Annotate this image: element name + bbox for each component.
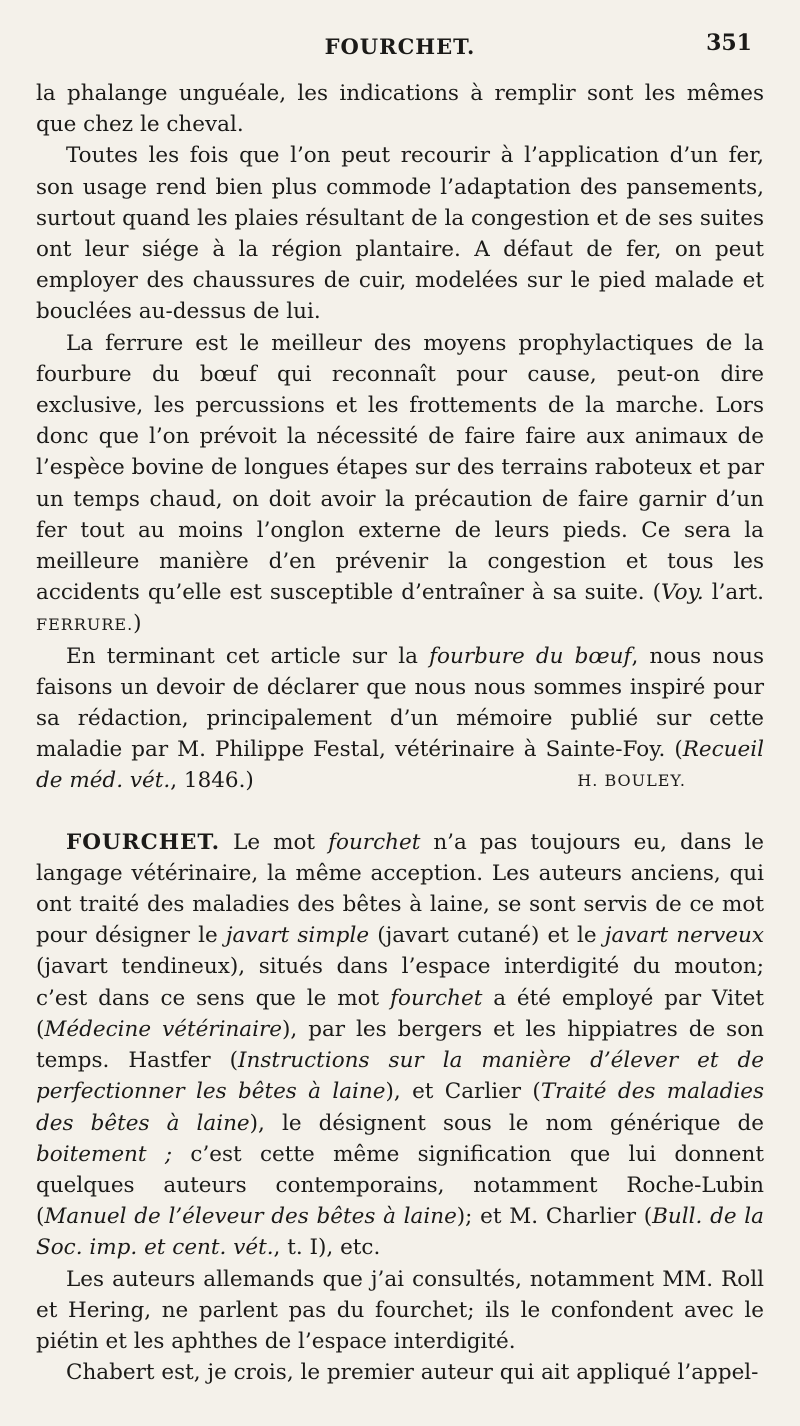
entry-headword: FOURCHET.	[66, 829, 221, 855]
citation-medecine-veterinaire: Médecine vétérinaire	[44, 1016, 283, 1042]
paragraph-ferrure-pansements: Toutes les fois que l’on peut recourir à l’application d’un fer, son usage rend bien plus commode l’adaptation des pansements, surtout quand les plaies résultant de la congestion et de ses suites ont leur siége à la région plantaire. A défaut de fer, on peut employer des chaussures de cuir, modelées sur le pied malade et bouclées au-dessus de lui.	[36, 143, 764, 325]
body-text	[36, 78, 764, 1388]
citation-bulletin: Bull. de la Soc. imp. et cent. vét.	[36, 1204, 764, 1261]
term-boitement: boitement ;	[36, 1141, 173, 1167]
paragraph-conclusion	[36, 641, 764, 797]
term-javart-simple: javart simple	[225, 923, 370, 949]
entry-text-b: n’a pas toujours eu, dans le langage vétérinaire, la même acception. Les auteurs anciens, qui ont traité des maladies des bêtes à laine, se sont servis de ce mot pour désigner le	[36, 829, 764, 949]
page-number: 351	[706, 30, 752, 56]
entry-fourchet	[36, 827, 764, 1264]
citation-recueil: Recueil de méd. vét.	[36, 737, 764, 794]
paragraph-prophylaxie	[36, 328, 764, 641]
term-javart-nerveux: javart nerveux	[604, 923, 764, 949]
term-fourchet: fourchet	[328, 829, 421, 855]
conclusion-text-a: En terminant cet article sur la	[66, 643, 430, 669]
entry-text-k: , t. I), etc.	[273, 1235, 381, 1261]
conclusion-text-b: , nous nous faisons un devoir de déclarer que nous nous sommes inspiré pour sa rédaction, principalement d’un mémoire publié sur cette maladie par M. Philippe Festal, vétérinaire à Sainte-Foy. (	[36, 643, 764, 763]
art-text: l’art.	[703, 580, 764, 606]
entry-text-e: a été employé par Vitet (	[36, 985, 764, 1042]
cross-reference-ferrure: FERRURE.	[36, 615, 134, 635]
entry-text-c: (javart cutané) et le	[369, 923, 605, 949]
term-fourchet-2: fourchet	[390, 985, 483, 1011]
entry-text-g: ), et Carlier (	[385, 1079, 541, 1105]
running-title: FOURCHET.	[324, 34, 476, 59]
entry-text-h: ), le désignent sous le nom générique de	[249, 1110, 764, 1136]
running-head	[0, 30, 800, 70]
paragraph-auteurs-allemands: Les auteurs allemands que j’ai consultés, notamment MM. Roll et Hering, ne parlent pas du fourchet; ils le confondent avec le piétin et les aphthes de l’espace interdigité.	[36, 1266, 764, 1354]
paragraph-continued: la phalange unguéale, les indications à remplir sont les mêmes que chez le cheval.	[36, 81, 764, 138]
entry-text-d: (javart tendineux), situés dans l’espace interdigité du mouton; c’est dans ce sens que le mot	[36, 954, 764, 1011]
term-fourbure-du-boeuf: fourbure du bœuf	[429, 643, 632, 669]
entry-text-j: ); et M. Charlier (	[456, 1204, 653, 1230]
paren-close: )	[133, 611, 142, 637]
voy-abbrev: Voy.	[661, 580, 704, 606]
entry-text-a: Le mot	[220, 829, 329, 855]
entry-text-f: ), par les bergers et les hippiatres de son temps. Hastfer (	[36, 1016, 764, 1074]
prophylaxie-text: La ferrure est le meilleur des moyens prophylactiques de la fourbure du bœuf qui reconnaît pour cause, peut-on dire exclusive, les percussions et les frottements de la marche. Lors donc que l’on prévoit la nécessité de faire faire aux animaux de l’espèce bovine de longues étapes sur des terrains raboteux et par un temps chaud, on doit avoir la précaution de faire garnir d’un fer tout au moins l’onglon externe de leurs pieds. Ce sera la meilleure manière d’en prévenir la congestion et tous les accidents qu’elle est susceptible d’entraîner à sa suite. (	[36, 330, 764, 606]
entry-text-i: c’est cette même signification que lui donnent quelques auteurs contemporains, notamment Roche-Lubin (	[36, 1141, 764, 1230]
paragraph-chabert: Chabert est, je crois, le premier auteur qui ait appliqué l’appel-	[66, 1360, 759, 1386]
conclusion-text-c: , 1846.)	[170, 768, 254, 794]
author-signature: H. BOULEY.	[577, 771, 686, 791]
citation-manuel: Manuel de l’éleveur des bêtes à laine	[44, 1204, 457, 1230]
citation-traite: Traité des maladies des bêtes à laine	[36, 1079, 764, 1136]
citation-instructions: Instructions sur la manière d’élever et de perfectionner les bêtes à laine	[36, 1048, 765, 1105]
